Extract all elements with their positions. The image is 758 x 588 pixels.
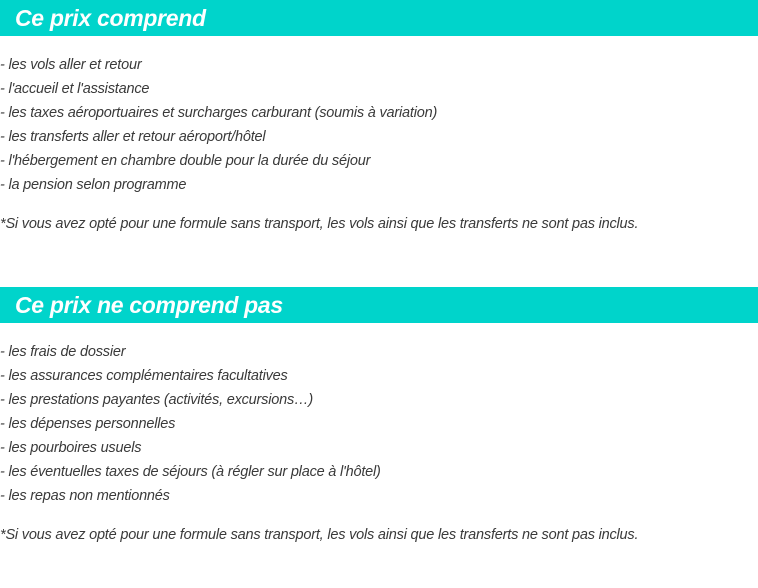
- included-note: *Si vous avez opté pour une formule sans transport, les vols ainsi que les transferts ne sont pas inclus.: [0, 216, 639, 232]
- list-item: - la pension selon programme: [0, 177, 187, 193]
- included-header: [0, 0, 758, 36]
- excluded-header: [0, 287, 758, 323]
- list-item: - les prestations payantes (activités, excursions…): [0, 392, 313, 408]
- list-item: - les pourboires usuels: [0, 440, 142, 456]
- list-item: - les transferts aller et retour aéroport/hôtel: [0, 129, 266, 145]
- excluded-title: Ce prix ne comprend pas: [15, 292, 283, 318]
- list-item: - les dépenses personnelles: [0, 416, 176, 432]
- list-item: - l'accueil et l'assistance: [0, 81, 150, 97]
- list-item: - les assurances complémentaires facultatives: [0, 368, 288, 384]
- included-title: Ce prix comprend: [15, 5, 206, 31]
- list-item: - l'hébergement en chambre double pour la durée du séjour: [0, 153, 371, 169]
- excluded-list: [0, 340, 381, 508]
- list-item: - les éventuelles taxes de séjours (à régler sur place à l'hôtel): [0, 464, 381, 480]
- excluded-note: *Si vous avez opté pour une formule sans transport, les vols ainsi que les transferts ne sont pas inclus.: [0, 527, 639, 543]
- list-item: - les frais de dossier: [0, 344, 126, 360]
- list-item: - les vols aller et retour: [0, 57, 142, 73]
- list-item: - les taxes aéroportuaires et surcharges carburant (soumis à variation): [0, 105, 438, 121]
- included-list: [0, 53, 437, 197]
- list-item: - les repas non mentionnés: [0, 488, 170, 504]
